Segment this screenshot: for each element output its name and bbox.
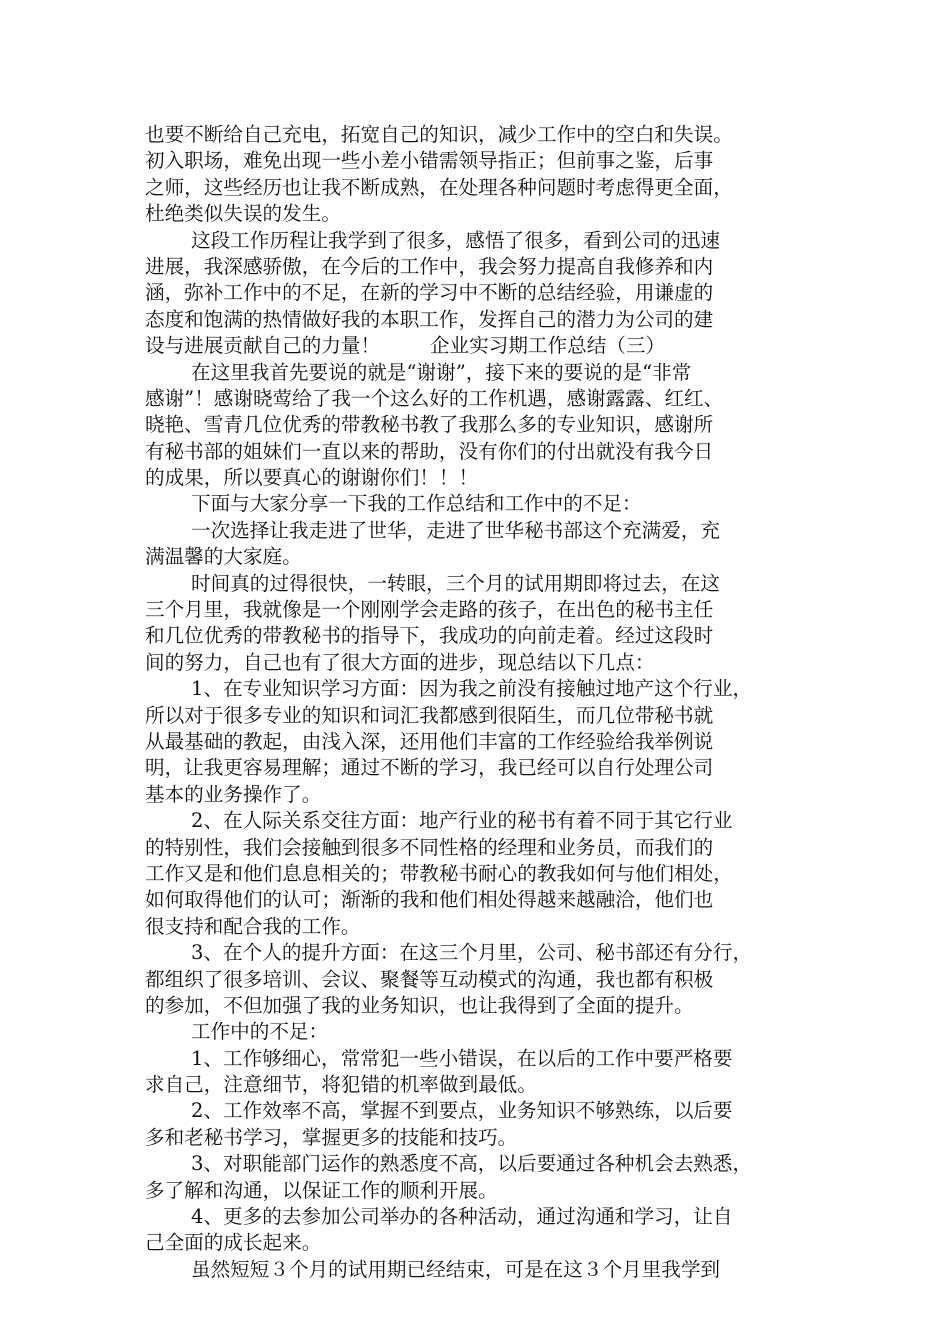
text-line: 很支持和配合我的工作。	[145, 914, 361, 938]
text-line: 从最基础的教起，由浅入深，还用他们丰富的工作经验给我举例说	[145, 729, 714, 753]
text-line: 基本的业务操作了。	[145, 782, 322, 806]
paragraph-start-line: 时间真的过得很快，一转眼，三个月的试用期即将过去，在这	[191, 571, 721, 595]
text-line: 初入职场，难免出现一些小差小错需领导指正；但前事之鉴，后事	[145, 149, 714, 173]
text-line: 的成果，所以要真心的谢谢你们！！！	[145, 466, 479, 490]
text-line: 工作又是和他们息息相关的；带教秘书耐心的教我如何与他们相处，	[145, 861, 733, 885]
paragraph-start-line: 一次选择让我走进了世华，走进了世华秘书部这个充满爱，充	[191, 518, 721, 542]
text-line: 三个月里，我就像是一个刚刚学会走路的孩子，在出色的秘书主任	[145, 598, 714, 622]
paragraph-start-line: 虽然短短３个月的试用期已经结束，可是在这３个月里我学到	[191, 1257, 721, 1281]
paragraph-start-line: 1、在专业知识学习方面：因为我之前没有接触过地产这个行业，	[191, 677, 753, 701]
text-line: 感谢”！感谢晓莺给了我一个这么好的工作机遇，感谢露露、红红、	[145, 386, 724, 410]
text-line: 的特别性，我们会接触到很多不同性格的经理和业务员，而我们的	[145, 835, 714, 859]
text-line: 也要不断给自己充电，拓宽自己的知识，减少工作中的空白和失误。	[145, 123, 733, 146]
text-line: 态度和饱满的热情做好我的本职工作，发挥自己的潜力为公司的建	[145, 307, 714, 331]
paragraph-start-line: 3、对职能部门运作的熟悉度不高，以后要通过各种机会去熟悉，	[191, 1152, 753, 1176]
text-line: 如何取得他们的认可；渐渐的我和他们相处得越来越融洽，他们也	[145, 888, 714, 912]
text-line: 涵，弥补工作中的不足，在新的学习中不断的总结经验，用谦虚的	[145, 281, 714, 305]
text-line: 满温馨的大家庭。	[145, 545, 302, 569]
paragraph-start-line: 这段工作历程让我学到了很多，感悟了很多，看到公司的迅速	[191, 228, 721, 252]
text-line: 的参加，不但加强了我的业务知识，也让我得到了全面的提升。	[145, 993, 694, 1017]
text-line: 己全面的成长起来。	[145, 1231, 322, 1255]
text-line: 明，让我更容易理解；通过不断的学习，我已经可以自行处理公司	[145, 756, 714, 780]
document-body	[145, 122, 825, 1283]
paragraph-start-line: 3、在个人的提升方面：在这三个月里，公司、秘书部还有分行，	[191, 941, 753, 965]
text-line: 晓艳、雪青几位优秀的带教秘书教了我那么多的专业知识，感谢所	[145, 413, 714, 437]
text-line: 求自己，注意细节，将犯错的机率做到最低。	[145, 1073, 537, 1097]
text-line: 都组织了很多培训、会议、聚餐等互动模式的沟通，我也都有积极	[145, 967, 714, 991]
text-line: 多和老秘书学习，掌握更多的技能和技巧。	[145, 1125, 518, 1149]
paragraph-start-line: 2、在人际关系交往方面：地产行业的秘书有着不同于其它行业	[191, 809, 733, 833]
text-line: 进展，我深感骄傲，在今后的工作中，我会努力提高自我修养和内	[145, 254, 714, 278]
paragraph-start-line: 2、工作效率不高，掌握不到要点，业务知识不够熟练，以后要	[191, 1099, 733, 1123]
text-line: 所以对于很多专业的知识和词汇我都感到很陌生，而几位带秘书就	[145, 703, 714, 727]
paragraph-start-line: 1、工作够细心，常常犯一些小错误，在以后的工作中要严格要	[191, 1046, 733, 1070]
text-line: 之师，这些经历也让我不断成熟，在处理各种问题时考虑得更全面，	[145, 175, 733, 199]
section-title-line: 设与进展贡献自己的力量！ 企业实习期工作总结（三）	[145, 334, 666, 358]
paragraph-start-line: 在这里我首先要说的就是“谢谢”，接下来的要说的是“非常	[191, 360, 692, 384]
text-line: 多了解和沟通，以保证工作的顺利开展。	[145, 1178, 498, 1202]
text-line: 和几位优秀的带教秘书的指导下，我成功的向前走着。经过这段时	[145, 624, 714, 648]
text-line: 杜绝类似失误的发生。	[145, 202, 341, 226]
paragraph-start-line: 工作中的不足：	[191, 1020, 329, 1044]
text-line: 有秘书部的姐妹们一直以来的帮助，没有你们的付出就没有我今日	[145, 439, 714, 463]
paragraph-start-line: 下面与大家分享一下我的工作总结和工作中的不足：	[191, 492, 642, 516]
paragraph-start-line: 4、更多的去参加公司举办的各种活动，通过沟通和学习，让自	[191, 1205, 733, 1229]
text-line: 间的努力，自己也有了很大方面的进步，现总结以下几点：	[145, 650, 655, 674]
